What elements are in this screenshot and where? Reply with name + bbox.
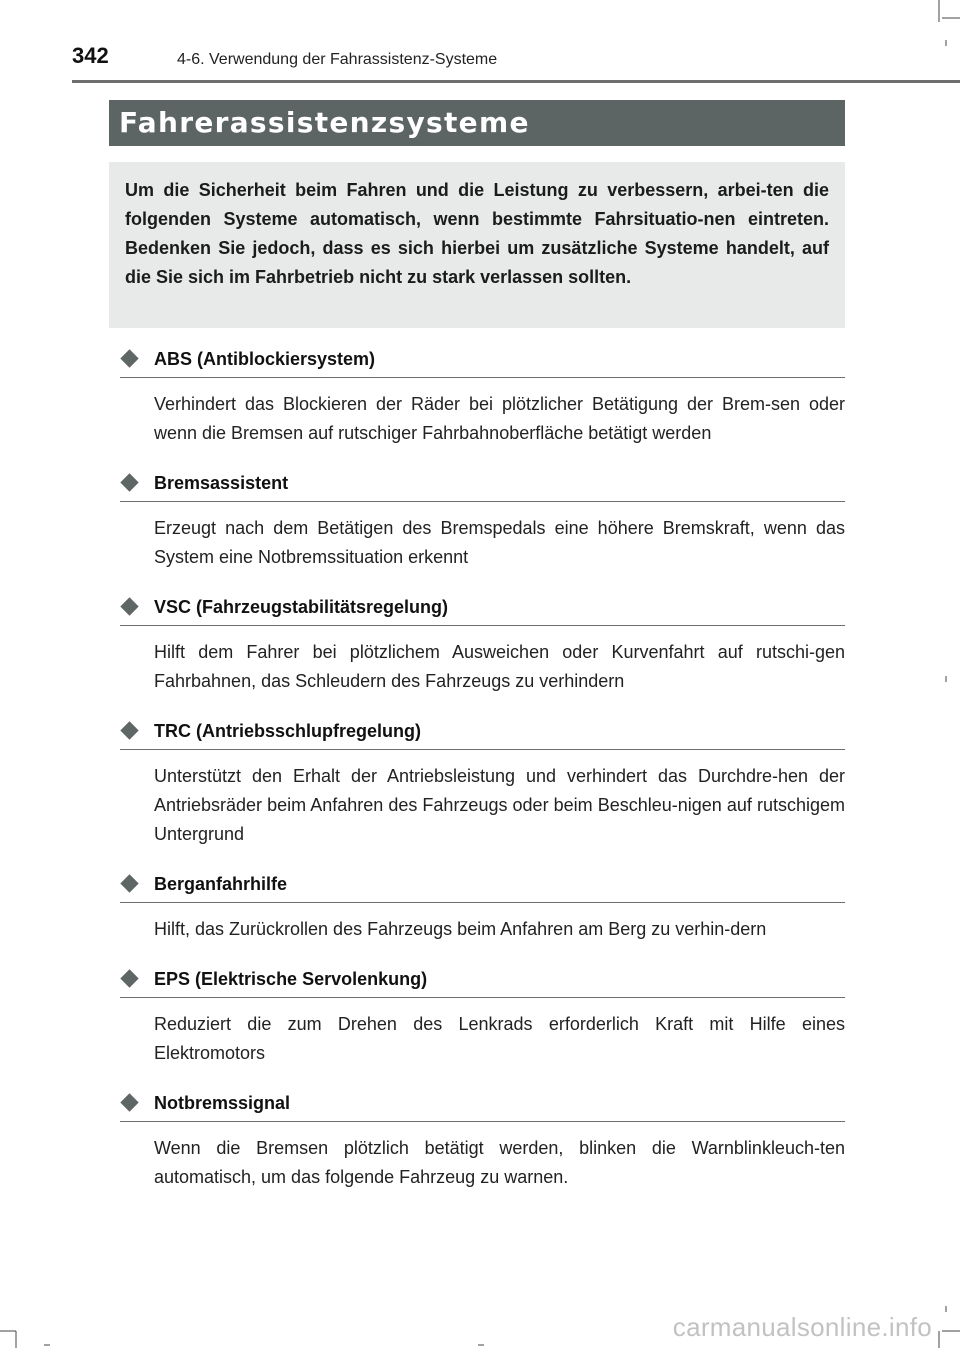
item-heading — [120, 592, 845, 626]
item-title: Notbremssignal — [154, 1093, 291, 1113]
diamond-bullet-icon — [120, 1093, 138, 1111]
item-heading — [120, 468, 845, 502]
watermark: carmanualsonline.info — [672, 1312, 932, 1342]
page-number: 342 — [72, 43, 109, 68]
item-title: ABS (Antiblockiersystem) — [154, 349, 376, 369]
item-title: TRC (Antriebsschlupfregelung) — [154, 721, 422, 741]
list-item — [120, 592, 845, 696]
section-header: 4-6. Verwendung der Fahrassistenz-Systeme — [177, 51, 498, 68]
diamond-bullet-icon — [120, 721, 138, 739]
item-description: Reduziert die zum Drehen des Lenkrads erforderlich Kraft mit Hilfe eines Elektromotors — [154, 1014, 845, 1063]
list-item — [120, 964, 845, 1068]
item-heading — [120, 1088, 845, 1122]
list-item — [120, 869, 845, 944]
item-heading — [120, 344, 845, 378]
item-heading — [120, 964, 845, 998]
item-title: VSC (Fahrzeugstabilitätsregelung) — [154, 597, 449, 617]
item-title: Berganfahrhilfe — [154, 874, 288, 894]
diamond-bullet-icon — [120, 473, 138, 491]
item-description: Wenn die Bremsen plötzlich betätigt werden, blinken die Warnblinkleuch-ten automatisch, um das folgende Fahrzeug zu warnen. — [154, 1138, 845, 1187]
list-item — [120, 344, 845, 448]
intro-box — [109, 162, 845, 328]
item-title: EPS (Elektrische Servolenkung) — [154, 969, 428, 989]
intro-text: Um die Sicherheit beim Fahren und die Leistung zu verbessern, arbei-ten die folgenden Systeme automatisch, wenn bestimmte Fahrsituatio-nen eintreten. Bedenken Sie jedoch, dass es sich hierbei um zusätzliche Systeme handelt, auf die Sie sich im Fahrbetrieb nicht zu stark verlassen sollten. — [125, 180, 829, 287]
item-heading — [120, 716, 845, 750]
diamond-bullet-icon — [120, 349, 138, 367]
item-description: Unterstützt den Erhalt der Antriebsleistung und verhindert das Durchdre-hen der Antriebsräder beim Anfahren des Fahrzeugs oder beim Beschleu-nigen auf rutschigem Untergrund — [154, 766, 845, 844]
page-title: Fahrerassistenzsysteme — [119, 106, 530, 139]
feature-list — [120, 344, 845, 1212]
header-rule — [72, 80, 960, 83]
diamond-bullet-icon — [120, 969, 138, 987]
title-bar — [109, 100, 845, 146]
diamond-bullet-icon — [120, 597, 138, 615]
item-heading — [120, 869, 845, 903]
list-item — [120, 716, 845, 849]
list-item — [120, 1088, 845, 1192]
list-item — [120, 468, 845, 572]
item-description: Erzeugt nach dem Betätigen des Bremspedals eine höhere Bremskraft, wenn das System eine Notbremssituation erkennt — [154, 518, 845, 567]
item-title: Bremsassistent — [154, 473, 289, 493]
diamond-bullet-icon — [120, 874, 138, 892]
item-description: Verhindert das Blockieren der Räder bei plötzlicher Betätigung der Brem-sen oder wenn die Bremsen auf rutschiger Fahrbahnoberfläche betätigt werden — [154, 394, 845, 443]
item-description: Hilft dem Fahrer bei plötzlichem Ausweichen oder Kurvenfahrt auf rutschi-gen Fahrbahnen, das Schleudern des Fahrzeugs zu verhindern — [154, 642, 845, 691]
item-description: Hilft, das Zurückrollen des Fahrzeugs beim Anfahren am Berg zu verhin-dern — [154, 919, 767, 939]
